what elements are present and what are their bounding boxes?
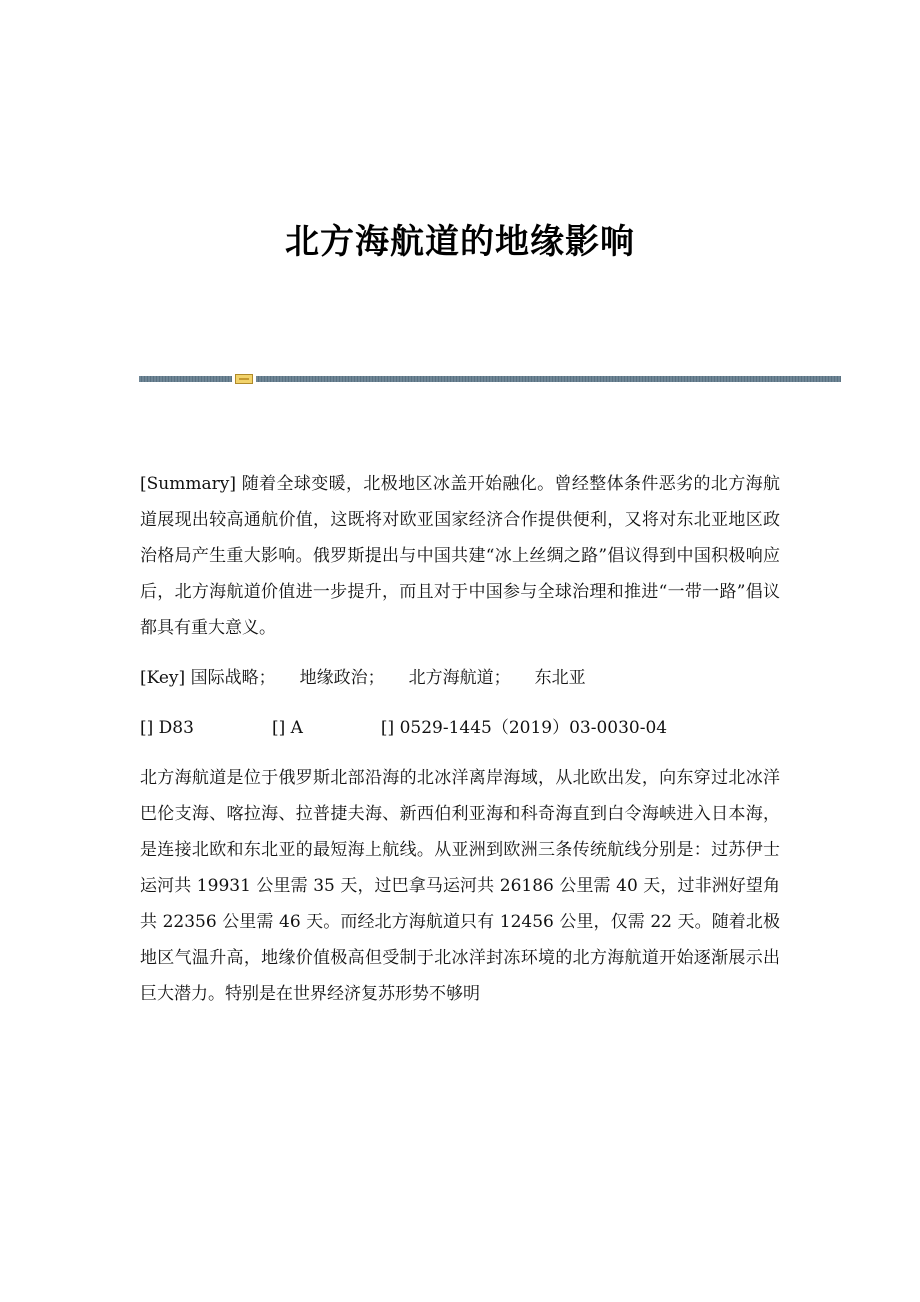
divider-bar-right bbox=[256, 376, 841, 382]
body-paragraph: 北方海航道是位于俄罗斯北部沿海的北冰洋离岸海域，从北欧出发，向东穿过北冰洋巴伦支海、喀拉海、拉普捷夫海、新西伯利亚海和科奇海直到白令海峡进入日本海，是连接北欧和东北亚的最短海上航线。从亚洲到欧洲三条传统航线分别是：过苏伊士运河共 19931 公里需 35 天，过巴拿马运河共 26186 公里需 40 天，过非洲好望角共 22356 公里需 46 天。而经北方海航道只有 12456 公里，仅需 22 天。随着北极地区气温升高，地缘价值极高但受制于北冰洋封冻环境的北方海航道开始逐渐展示出巨大潜力。特别是在世界经济复苏形势不够明 bbox=[140, 768, 780, 1004]
keywords-label: [Key] bbox=[140, 668, 186, 688]
divider-bar-left bbox=[139, 376, 232, 382]
keyword-item: 北方海航道； bbox=[408, 668, 511, 688]
keywords-line bbox=[140, 660, 780, 696]
divider-ornament-icon bbox=[235, 374, 253, 384]
doc-value: A bbox=[290, 718, 303, 738]
keyword-item: 地缘政治； bbox=[299, 668, 385, 688]
abstract-label: [Summary] bbox=[140, 474, 236, 494]
class-label: [] bbox=[140, 718, 154, 738]
keyword-item: 东北亚 bbox=[534, 668, 586, 688]
doc-label: [] bbox=[271, 718, 286, 738]
classification-line bbox=[140, 710, 780, 746]
abstract-text: 随着全球变暖，北极地区冰盖开始融化。曾经整体条件恶劣的北方海航道展现出较高通航价值，这既将对欧亚国家经济合作提供便利，又将对东北亚地区政治格局产生重大影响。俄罗斯提出与中国共建“冰上丝绸之路”倡议得到中国积极响应后，北方海航道价值进一步提升，而且对于中国参与全球治理和推进“一带一路”倡议都具有重大意义。 bbox=[140, 474, 780, 638]
id-value: 0529-1445（2019）03-0030-04 bbox=[399, 718, 668, 738]
abstract-paragraph bbox=[140, 466, 780, 646]
id-label: [] bbox=[380, 718, 395, 738]
document-content bbox=[140, 466, 780, 1026]
document-title: 北方海航道的地缘影响 bbox=[285, 222, 635, 262]
keyword-item: 国际战略； bbox=[190, 668, 276, 688]
title-divider bbox=[139, 375, 841, 383]
class-value: D83 bbox=[158, 718, 194, 738]
